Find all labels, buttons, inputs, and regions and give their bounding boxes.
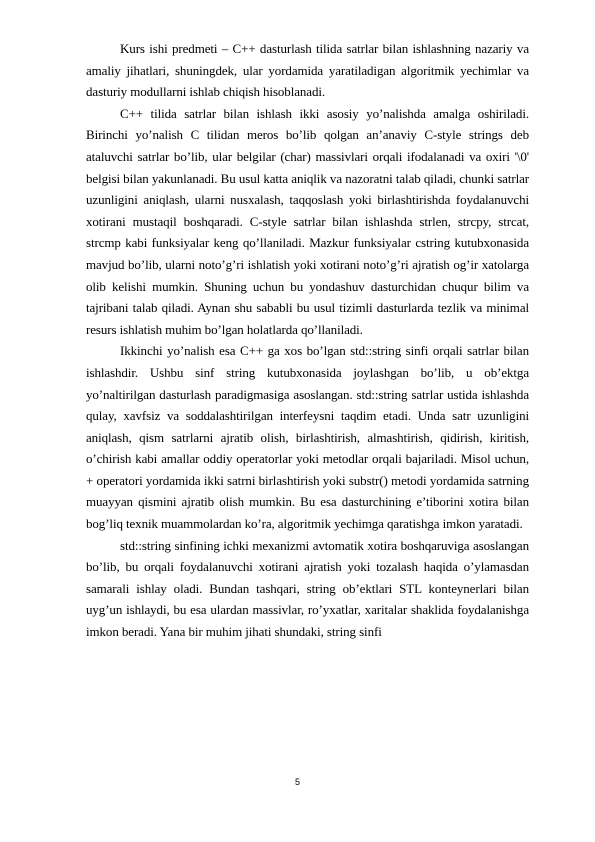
- document-body: [86, 38, 529, 643]
- paragraph-std-string: Ikkinchi yo’nalish esa C++ ga xos bo’lgan std::string sinfi orqali satrlar bilan ishlashdir. Ushbu sinf string kutubxonasida joylashgan bo’lib, u ob’ektga yo’naltirilgan dasturlash paradigmasiga asoslangan. std::string satrlar ustida ishlashda qulay, xavfsiz va soddalashtirilgan interfeysni taqdim etadi. Unda satr uzunligini aniqlash, qism satrlarni ajratib olish, birlashtirish, almashtirish, qidirish, kiritish, o’chirish kabi amallar oddiy operatorlar yoki metodlar orqali bajariladi. Misol uchun, + operatori yordamida ikki satrni birlashtirish yoki substr() metodi yordamida satrning muayyan qismini ajratib olish mumkin. Bu esa dasturchining e’tiborini xotira bilan bog’liq texnik muammolardan ko’ra, algoritmik yechimga qaratishga imkon yaratadi.: [86, 343, 529, 532]
- page-number: 5: [294, 777, 300, 787]
- paragraph-c-style-strings: C++ tilida satrlar bilan ishlash ikki asosiy yo’nalishda amalga oshiriladi. Birinchi yo’nalish C tilidan meros bo’lib qolgan an’anaviy C-style strings deb ataluvchi satrlar bo’lib, ular belgilar (char) massivlari orqali ifodalanadi va oxiri '\0' belgisi bilan yakunlanadi. Bu usul katta aniqlik va nazoratni talab qiladi, chunki satrlar uzunligini aniqlash, ularni nusxalash, taqqoslash yoki birlashtirishda foydalanuvchi xotirani mustaqil boshqaradi. C-style satrlar bilan ishlashda strlen, strcpy, strcat, strcmp kabi funksiyalar keng qo’llaniladi. Mazkur funksiyalar cstring kutubxonasida mavjud bo’lib, ularni noto’g’ri ishlatish yoki xotirani noto’g’ri ajratish og’ir xatolarga olib kelishi mumkin. Shuning uchun bu yondashuv dasturchidan chuqur bilim va tajribani talab qiladi. Aynan shu sababli bu usul tizimli dasturlarda tezlik va minimal resurs ishlatish muhim bo’lgan holatlarda qo’llaniladi.: [86, 105, 529, 337]
- paragraph-subject: Kurs ishi predmeti – C++ dasturlash tilida satrlar bilan ishlashning nazariy va amaliy jihatlari, shuningdek, ular yordamida yaratiladigan algoritmik yechimlar va dasturiy modullarni ishlab chiqish hisoblanadi.: [86, 41, 529, 100]
- paragraph-memory-management: std::string sinfining ichki mexanizmi avtomatik xotira boshqaruviga asoslangan bo’lib, bu orqali foydalanuvchi xotirani ajratish yoki tozalash haqida o’ylamasdan samarali ishlay oladi. Bundan tashqari, string ob’ektlari STL konteynerlari bilan uyg’un ishlaydi, bu esa ulardan massivlar, ro’yxatlar, xaritalar shaklida foydalanishga imkon beradi. Yana bir muhim jihati shundaki, string sinfi: [86, 537, 529, 640]
